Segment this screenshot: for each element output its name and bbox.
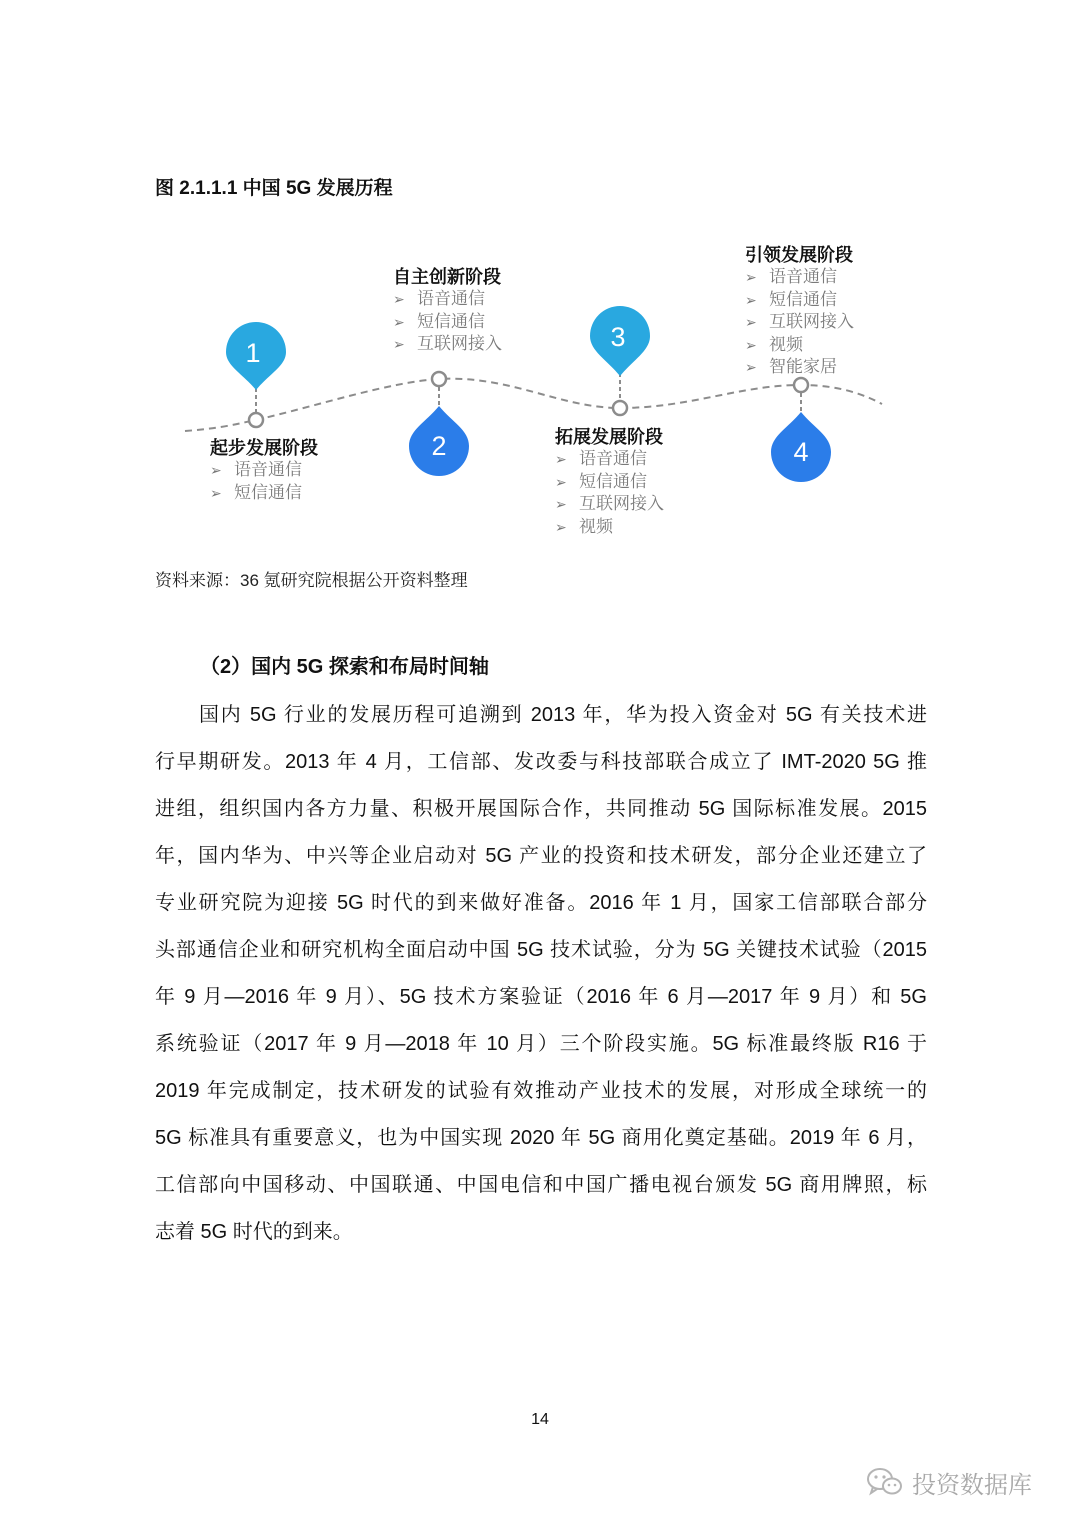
timeline-node-2 <box>432 372 446 386</box>
timeline-node-4 <box>794 378 808 392</box>
stage-3 <box>555 426 664 538</box>
section-heading: （2）国内 5G 探索和布局时间轴 <box>200 656 489 678</box>
stage-3-item-text: 短信通信 <box>579 471 647 491</box>
stage-4-item-text: 短信通信 <box>769 289 837 309</box>
bullet-arrow-icon: ➢ <box>210 462 222 478</box>
stage-4-item <box>745 266 854 289</box>
bullet-arrow-icon: ➢ <box>745 291 757 308</box>
stage-2-item <box>393 333 502 356</box>
page-number: 14 <box>531 1411 549 1428</box>
stage-3-item <box>555 493 664 516</box>
body-line: 工信部向中国移动、中国联通、中国电信和中国广播电视台颁发 5G 商用牌照，标 <box>155 1174 927 1196</box>
stage-4-item-text: 互联网接入 <box>769 312 854 331</box>
stage-2-item-text: 短信通信 <box>417 311 485 331</box>
stage-1-item-text: 短信通信 <box>234 482 302 502</box>
bullet-arrow-icon: ➢ <box>745 336 757 353</box>
bullet-arrow-icon: ➢ <box>745 359 757 375</box>
bullet-arrow-icon: ➢ <box>745 269 757 285</box>
stage-1-item <box>210 459 318 482</box>
watermark <box>866 1462 1032 1502</box>
marker-3-number: 3 <box>610 322 626 352</box>
body-line: 进组，组织国内各方力量、积极开展国际合作，共同推动 5G 国际标准发展。2015 <box>155 798 927 820</box>
stage-1-item <box>210 482 318 505</box>
watermark-text: 投资数据库 <box>912 1471 1032 1499</box>
stage-3-item-text: 语音通信 <box>579 449 647 468</box>
timeline-node-1 <box>249 413 263 427</box>
stage-1-item-text: 语音通信 <box>234 460 302 479</box>
body-line: 国内 5G 行业的发展历程可追溯到 2013 年，华为投入资金对 5G 有关技术进 <box>199 704 927 726</box>
body-line: 5G 标准具有重要意义，也为中国实现 2020 年 5G 商用化奠定基础。2019 年 6 月， <box>155 1127 927 1149</box>
stage-3-item <box>555 471 664 494</box>
body-line: 志着 5G 时代的到来。 <box>155 1221 353 1243</box>
bullet-arrow-icon: ➢ <box>555 518 567 535</box>
marker-1-number: 1 <box>245 338 261 368</box>
stage-4-title: 引领发展阶段 <box>745 245 853 265</box>
bullet-arrow-icon: ➢ <box>745 314 757 330</box>
timeline-diagram <box>0 0 1080 560</box>
stage-3-item-text: 视频 <box>579 516 613 536</box>
body-line: 年 9 月—2016 年 9 月）、5G 技术方案验证（2016 年 6 月—2017 年 9 月）和 5G <box>155 986 927 1008</box>
stage-1 <box>210 437 318 504</box>
stage-2-item <box>393 288 502 311</box>
bullet-arrow-icon: ➢ <box>555 496 567 512</box>
stage-4-item <box>745 311 854 334</box>
body-paragraph <box>155 692 927 1256</box>
stage-2 <box>393 266 502 356</box>
stage-4 <box>745 244 854 379</box>
marker-4-number: 4 <box>793 437 809 467</box>
body-line: 专业研究院为迎接 5G 时代的到来做好准备。2016 年 1 月，国家工信部联合部分 <box>155 892 927 914</box>
body-line: 行早期研发。2013 年 4 月，工信部、发改委与科技部联合成立了 IMT-2020 5G 推 <box>155 751 927 773</box>
wechat-icon <box>866 1466 904 1498</box>
bullet-arrow-icon: ➢ <box>555 451 567 467</box>
stage-3-item <box>555 448 664 471</box>
stage-4-item-text: 智能家居 <box>769 357 837 376</box>
stage-2-item-text: 互联网接入 <box>417 334 502 353</box>
stage-4-item <box>745 334 854 357</box>
stage-4-item-text: 语音通信 <box>769 267 837 286</box>
figure-source: 资料来源：36 氪研究院根据公开资料整理 <box>155 571 468 590</box>
bullet-arrow-icon: ➢ <box>210 484 222 501</box>
body-line: 头部通信企业和研究机构全面启动中国 5G 技术试验，分为 5G 关键技术试验（2015 <box>155 939 927 961</box>
stage-2-title: 自主创新阶段 <box>393 267 501 287</box>
stage-4-item <box>745 289 854 312</box>
stage-3-item-text: 互联网接入 <box>579 494 664 513</box>
stage-3-title: 拓展发展阶段 <box>555 427 663 447</box>
bullet-arrow-icon: ➢ <box>393 336 405 352</box>
stage-1-title: 起步发展阶段 <box>210 438 318 458</box>
timeline-curve <box>185 379 882 431</box>
stage-4-item <box>745 356 854 379</box>
bullet-arrow-icon: ➢ <box>555 473 567 490</box>
body-line: 2019 年完成制定，技术研发的试验有效推动产业技术的发展，对形成全球统一的 <box>155 1080 927 1102</box>
stage-2-item <box>393 311 502 334</box>
body-line: 年，国内华为、中兴等企业启动对 5G 产业的投资和技术研发，部分企业还建立了 <box>155 845 927 867</box>
body-line: 系统验证（2017 年 9 月—2018 年 10 月）三个阶段实施。5G 标准最终版 R16 于 <box>155 1033 927 1055</box>
stage-4-item-text: 视频 <box>769 334 803 354</box>
marker-2-number: 2 <box>431 431 447 461</box>
stage-3-item <box>555 516 664 539</box>
bullet-arrow-icon: ➢ <box>393 313 405 330</box>
figure-title: 图 2.1.1.1 中国 5G 发展历程 <box>155 178 393 199</box>
stage-2-item-text: 语音通信 <box>417 289 485 308</box>
timeline-node-3 <box>613 401 627 415</box>
bullet-arrow-icon: ➢ <box>393 291 405 307</box>
